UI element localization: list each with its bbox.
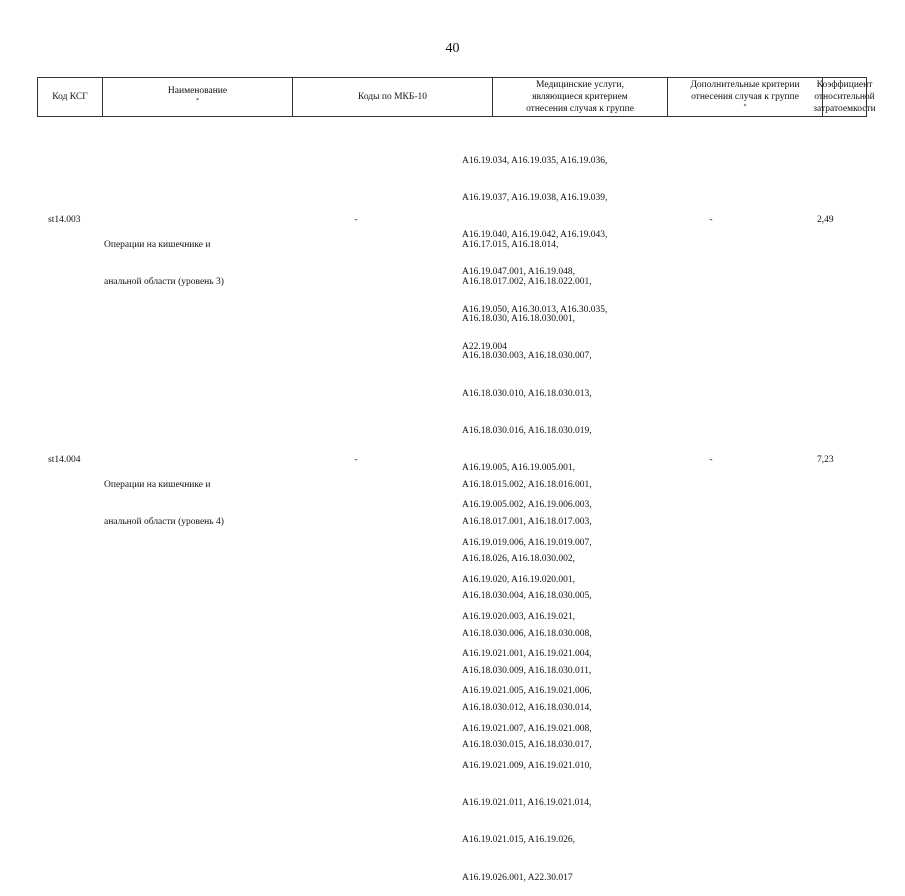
header-coef-line: относительной — [814, 92, 875, 102]
header-criteria-line: отнесения случая к группе — [691, 92, 799, 102]
service-line: A16.19.037, A16.19.038, A16.19.039, — [462, 193, 608, 204]
header-criteria — [667, 78, 822, 116]
row-criteria: - — [709, 215, 713, 225]
header-code-label: Код КСГ — [52, 92, 88, 102]
header-mkb-label: Коды по МКБ-10 — [357, 92, 428, 102]
header-services-line: Медицинские услуги, — [536, 80, 624, 90]
header-code — [37, 78, 102, 116]
row-name — [104, 214, 224, 301]
service-line: A22.19.004 — [462, 341, 507, 352]
table-header — [37, 77, 876, 117]
service-line: A16.19.040, A16.19.042, A16.19.043, — [462, 230, 608, 241]
header-coef-line: затратоемкости — [813, 104, 876, 114]
row-code: st14.003 — [48, 215, 81, 225]
row-name-line: анальной области (уровень 4) — [104, 517, 224, 528]
service-line: A16.18.017.001, A16.18.017.003, — [462, 517, 592, 528]
header-criteria-mark: * — [743, 104, 747, 110]
service-line: A16.19.021.009, A16.19.021.010, — [462, 760, 592, 771]
service-line: A16.19.026.001, A22.30.017 — [462, 872, 573, 883]
service-line: A16.19.021.015, A16.19.026, — [462, 835, 575, 846]
service-line: A16.18.030.016, A16.18.030.019, — [462, 425, 592, 436]
service-line: A16.19.021.001, A16.19.021.004, — [462, 649, 592, 660]
row-criteria: - — [709, 455, 713, 465]
header-criteria-line: Дополнительные критерии — [690, 80, 800, 90]
header-services-line: отнесения случая к группе — [526, 104, 634, 114]
service-line: A16.19.005, A16.19.005.001, — [462, 463, 575, 474]
service-line: A16.18.030.009, A16.18.030.011, — [462, 665, 592, 676]
service-line: A16.18.026, A16.18.030.002, — [462, 554, 575, 565]
service-line: A16.19.021.007, A16.19.021.008, — [462, 723, 592, 734]
service-line: A16.19.021.005, A16.19.021.006, — [462, 686, 592, 697]
service-line: A16.18.030.015, A16.18.030.017, — [462, 740, 592, 751]
service-line: A16.19.005.002, A16.19.006.003, — [462, 500, 592, 511]
service-line: A16.19.034, A16.19.035, A16.19.036, — [462, 155, 608, 166]
header-services-line: являющиеся критерием — [532, 92, 628, 102]
header-name-mark: * — [196, 98, 199, 104]
service-line: A16.18.017.002, A16.18.022.001, — [462, 277, 592, 288]
header-coef-line: Коэффициент — [816, 80, 873, 90]
service-line: A16.18.015.002, A16.18.016.001, — [462, 479, 592, 490]
row-name-line: анальной области (уровень 3) — [104, 277, 224, 288]
row-mkb: - — [354, 455, 358, 465]
header-services — [492, 78, 667, 116]
row-coef: 2,49 — [817, 215, 834, 225]
service-line: A16.18.030.012, A16.18.030.014, — [462, 703, 592, 714]
row-code: st14.004 — [48, 455, 81, 465]
header-mkb — [292, 78, 492, 116]
row-services — [462, 454, 592, 764]
service-line: A16.18.030.006, A16.18.030.008, — [462, 628, 592, 639]
service-line: A16.19.047.001, A16.19.048, — [462, 267, 575, 278]
header-name — [102, 78, 292, 116]
page-number: 40 — [445, 41, 460, 56]
service-line: A16.19.020.003, A16.19.021, — [462, 612, 575, 622]
row-name-line: Операции на кишечнике и — [104, 479, 211, 490]
service-line: A16.19.020, A16.19.020.001, — [462, 574, 575, 585]
service-line: A16.18.030, A16.18.030.001, — [462, 314, 575, 325]
row-coef: 7,23 — [817, 455, 834, 465]
service-line: A16.17.015, A16.18.014, — [462, 239, 559, 250]
service-line: A16.18.030.010, A16.18.030.013, — [462, 388, 592, 399]
service-line: A16.19.050, A16.30.013, A16.30.035, — [462, 304, 608, 315]
service-line: A16.18.030.003, A16.18.030.007, — [462, 351, 592, 362]
row-mkb: - — [354, 215, 358, 225]
row-name — [104, 454, 224, 541]
service-line: A16.18.030.004, A16.18.030.005, — [462, 591, 592, 602]
header-name-label: Наименование — [167, 86, 228, 96]
row-name-line: Операции на кишечнике и — [104, 239, 211, 250]
service-line: A16.19.019.006, A16.19.019.007, — [462, 537, 592, 548]
header-coef — [813, 78, 876, 116]
service-line: A16.19.021.011, A16.19.021.014, — [462, 798, 592, 809]
